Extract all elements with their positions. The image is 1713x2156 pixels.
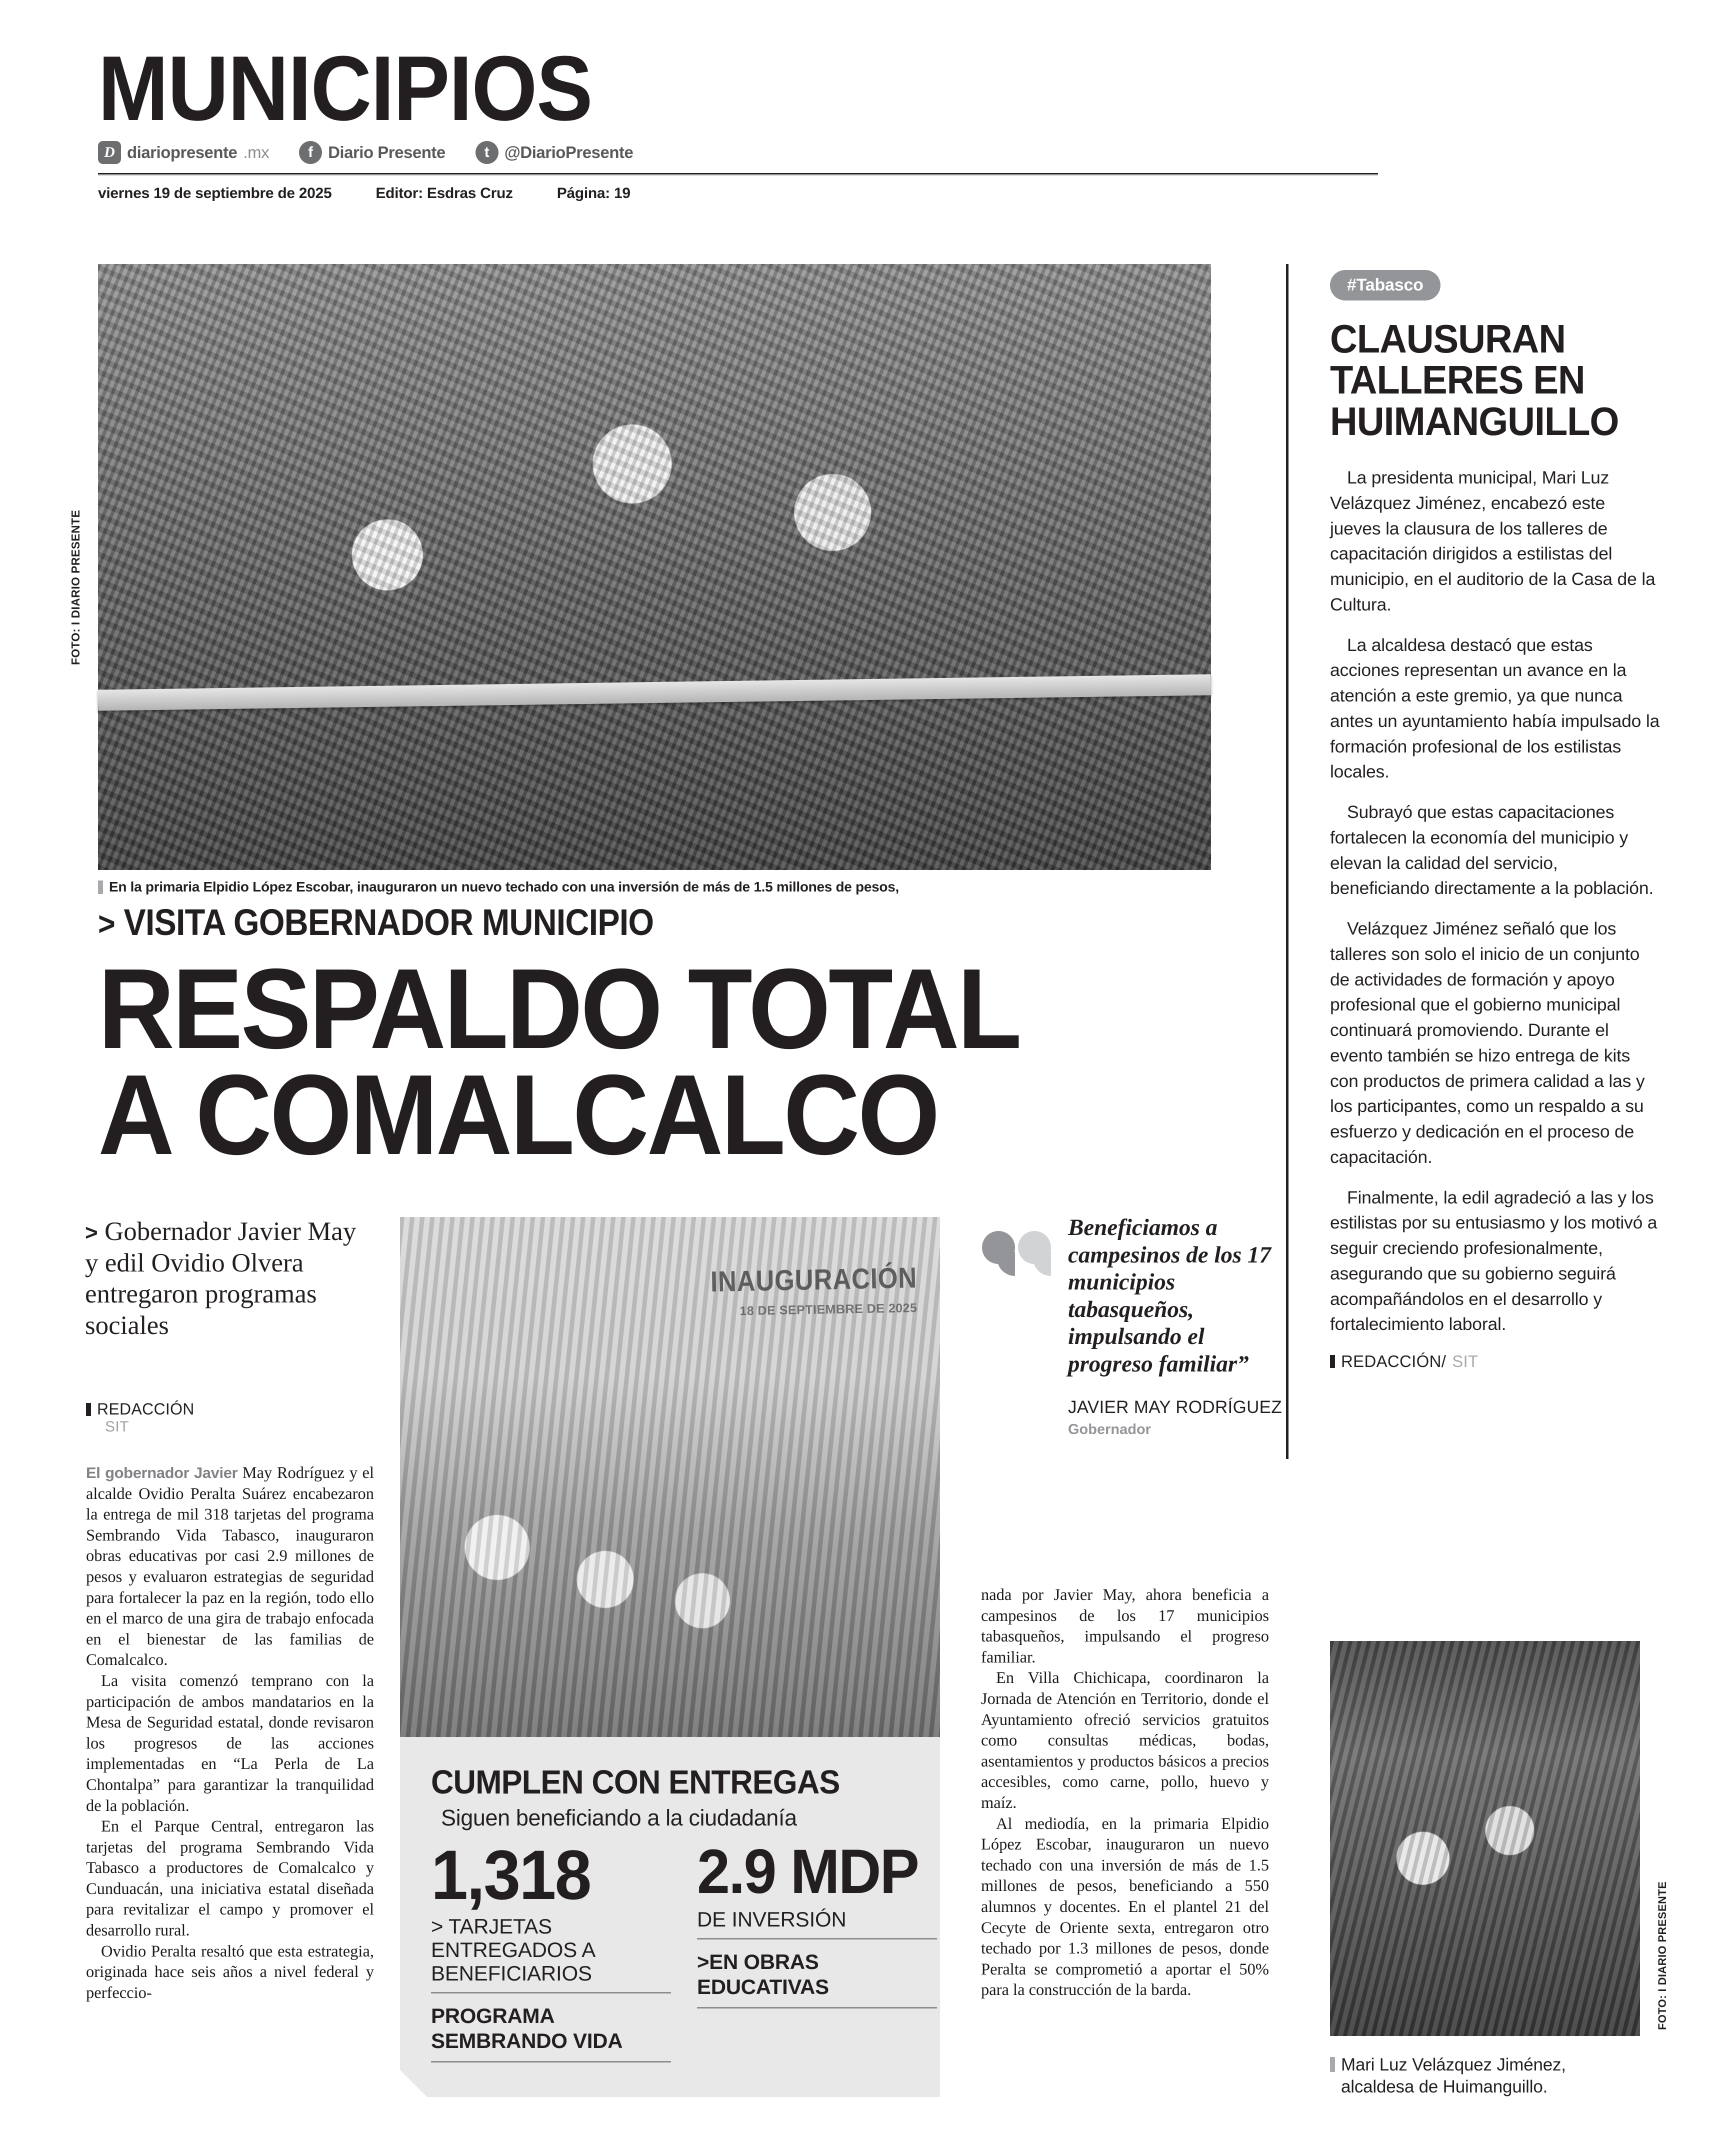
article-byline (86, 1400, 376, 1436)
article-body-column-2 (981, 1585, 1269, 2001)
article-kicker-text: VISITA GOBERNADOR MUNICIPIO (124, 902, 654, 943)
masthead-divider (98, 173, 1378, 176)
paragraph: Subrayó que estas capacitaciones fortalecen la economía del municipio y elevan la calidad del servicio, beneficiando directamente a la población. (1330, 802, 1654, 898)
infographic-stat-1-number: 1,318 (431, 1836, 590, 1914)
twitter-label: @DiarioPresente (504, 142, 634, 162)
secondary-photo-banner-text: INAUGURACIÓN (710, 1261, 918, 1298)
byline-source: SIT (105, 1418, 129, 1435)
paragraph: Finalmente, la edil agradeció a las y los estilistas por su entusiasmo y los motivó a seguir creciendo profesionalmente, asegurando que su gobierno seguirá acompañándolos en el desarrollo y fortalecimiento laboral. (1330, 1187, 1658, 1334)
sidebar-body (1330, 465, 1660, 1337)
infographic-stat-1-divider (431, 1992, 671, 1994)
sidebar-photo-caption-text: Mari Luz Velázquez Jiménez, alcaldesa de Huimanguillo. (1341, 2055, 1566, 2096)
sidebar-hashtag-badge[interactable]: #Tabasco (1330, 270, 1440, 300)
main-photo-image (98, 264, 1211, 870)
infographic-stat-1-footer: PROGRAMA SEMBRANDO VIDA (431, 2004, 623, 2053)
pull-quote-text: Beneficiamos a campesinos de los 17 municipios tabasqueños, impulsando el progreso familiar” (1068, 1214, 1272, 1377)
page-title: MUNICIPIOS (98, 36, 592, 140)
diariopresente-logo-icon: D (98, 141, 121, 164)
pull-quote-role: Gobernador (1068, 1421, 1151, 1438)
quote-mark-icon-left (982, 1231, 1015, 1264)
sidebar-divider (1286, 264, 1288, 1459)
quote-mark-icon-right (1018, 1231, 1051, 1264)
chevron-right-icon: > (98, 905, 115, 942)
paragraph: Ovidio Peralta resaltó que esta estrategia, originada hace seis años a nivel federal y perfeccio- (86, 1942, 374, 2002)
headline-line-1: RESPALDO TOTAL (98, 946, 1020, 1072)
website-link[interactable] (98, 141, 269, 164)
sidebar (1330, 270, 1660, 1371)
paragraph: En el Parque Central, entregaron las tarjetas del programa Sembrando Vida Tabasco a productores de Comalcalco y Cunduacán, una iniciativa estatal diseñada para revitalizar el campo y promover el desarrollo rural. (86, 1818, 374, 1940)
infographic-subtitle: Siguen beneficiando a la ciudadanía (441, 1805, 797, 1830)
facebook-link[interactable] (299, 141, 446, 164)
masthead (98, 36, 1378, 202)
main-photo-caption (98, 879, 1211, 895)
byline-tick-icon (86, 1403, 91, 1416)
dateline-date: viernes 19 de septiembre de 2025 (98, 184, 332, 202)
paragraph: Al mediodía, en la primaria Elpidio López Escobar, inauguraron un nuevo techado con una inversión de más de 1.5 millones de pesos, beneficiando a 550 alumnos y docentes. En el plantel 21 del Cecyte de Oriente sexta, entregaron otro techado por 1.3 millones de pesos, donde Peralta se comprometió a aportar el 50% para la construcción de la barda. (981, 1814, 1269, 2000)
article-deck-text: Gobernador Javier May y edil Ovidio Olvera entregaron programas sociales (85, 1217, 356, 1340)
facebook-icon: f (299, 141, 322, 164)
byline-tick-icon (1330, 1355, 1335, 1368)
paragraph: Velázquez Jiménez señaló que los talleres son solo el inicio de un conjunto de actividades de formación y apoyo profesional que el gobierno municipal continuará promoviendo. Durante el evento también se hizo entrega de kits con productos de primera calidad a las y los participantes, como un respaldo a su esfuerzo y dedicación en el proceso de capacitación. (1330, 918, 1645, 1167)
sidebar-credit-sub: SIT (1452, 1352, 1478, 1371)
paragraph: En Villa Chichicapa, coordinaron la Jornada de Atención en Territorio, donde el Ayuntamiento ofreció servicios gratuitos como consultas médicas, bodas, asentamientos y productos básicos a precios accesibles, como carne, pollo, huevo y maíz. (981, 1669, 1269, 1812)
main-photo-caption-text: En la primaria Elpidio López Escobar, inauguraron un nuevo techado con una inversión de más de 1.5 millones de pesos, (109, 879, 899, 894)
sidebar-photo-credit: FOTO: I DIARIO PRESENTE (1656, 1881, 1668, 2030)
dateline (98, 185, 1378, 202)
website-label: diariopresente (127, 142, 238, 162)
infographic-stat-1-divider-2 (431, 2061, 671, 2062)
article-headline (98, 946, 1154, 1179)
paragraph: nada por Javier May, ahora beneficia a campesinos de los 17 municipios tabasqueños, impulsando el progreso familiar. (981, 1586, 1269, 1666)
infographic-stat-2-label: DE INVERSIÓN (697, 1908, 846, 1931)
infographic-stat-2 (697, 1837, 937, 2008)
infographic-stat-1-label: > TARJETAS ENTREGADOS A BENEFICIARIOS (431, 1914, 594, 1985)
twitter-link[interactable] (476, 141, 634, 164)
sidebar-photo (1330, 1641, 1640, 2036)
dateline-page-number: Página: 19 (556, 184, 630, 202)
secondary-photo (400, 1217, 940, 1750)
pull-quote (982, 1214, 1282, 1438)
sidebar-headline: CLAUSURAN TALLERES EN HUIMANGUILLO (1330, 316, 1619, 444)
sidebar-credit (1330, 1352, 1660, 1371)
infographic-stat-2-footer: >EN OBRAS EDUCATIVAS (697, 1950, 829, 1999)
website-tld: .mx (243, 142, 270, 162)
caption-tick-icon (1330, 2057, 1335, 2072)
infographic-stat-2-divider (697, 1938, 937, 1940)
infographic-stat-2-number: 2.9 MDP (697, 1837, 918, 1906)
chevron-right-icon: > (85, 1220, 98, 1245)
social-row (98, 141, 1378, 164)
infographic-stat-2-divider-2 (697, 2007, 937, 2008)
infographic-stat-1 (431, 1836, 671, 2062)
caption-tick-icon (98, 880, 103, 894)
byline-row (86, 1400, 376, 1418)
quote-mark-icon (982, 1231, 1057, 1296)
sidebar-photo-caption (1330, 2054, 1640, 2098)
dateline-editor: Editor: Esdras Cruz (376, 184, 513, 202)
paragraph: La alcaldesa destacó que estas acciones representan un avance en la atención a este gremio, ya que nunca antes un ayuntamiento había impulsado la formación profesional de los estilistas locales. (1330, 634, 1660, 782)
main-photo (98, 264, 1211, 870)
twitter-icon: t (476, 141, 498, 164)
byline-text: REDACCIÓN (97, 1400, 194, 1418)
secondary-photo-banner-date: 18 DE SEPTIEMBRE DE 2025 (739, 1301, 918, 1318)
article-body-column-1 (86, 1463, 374, 2004)
headline-line-2: A COMALCALCO (98, 1052, 938, 1179)
paragraph: El gobernador Javier May Rodríguez y el alcalde Ovidio Peralta Suárez encabezaron la entrega de mil 318 tarjetas del programa Sembrando Vida Tabasco, inauguraron obras educativas por casi 2.9 millones de pesos y evaluaron estrategias de seguridad para fortalecer la paz en la región, todo ello en el marco de una gira de trabajo enfocada en el bienestar de las familias de Comalcalco. (86, 1464, 374, 1670)
article-deck (85, 1216, 375, 1341)
main-photo-credit: FOTO: I DIARIO PRESENTE (69, 510, 82, 665)
pull-quote-author: JAVIER MAY RODRÍGUEZ (1068, 1398, 1282, 1418)
facebook-label: Diario Presente (328, 142, 446, 162)
paragraph: La visita comenzó temprano con la participación de ambos mandatarios en la Mesa de Seguridad estatal, donde revisaron los progresos de las acciones implementadas en “La Perla de La Chontalpa” para garantizar la tranquilidad de la población. (86, 1672, 374, 1815)
infographic-title: CUMPLEN CON ENTREGAS (431, 1764, 840, 1801)
sidebar-credit-main: REDACCIÓN/ (1341, 1352, 1446, 1371)
paragraph: La presidenta municipal, Mari Luz Velázquez Jiménez, encabezó este jueves la clausura de los talleres de capacitación dirigidos a estilistas del municipio, en el auditorio de la Casa de la Cultura. (1330, 468, 1656, 614)
infographic-box (400, 1737, 940, 2097)
article-kicker (98, 904, 1100, 941)
